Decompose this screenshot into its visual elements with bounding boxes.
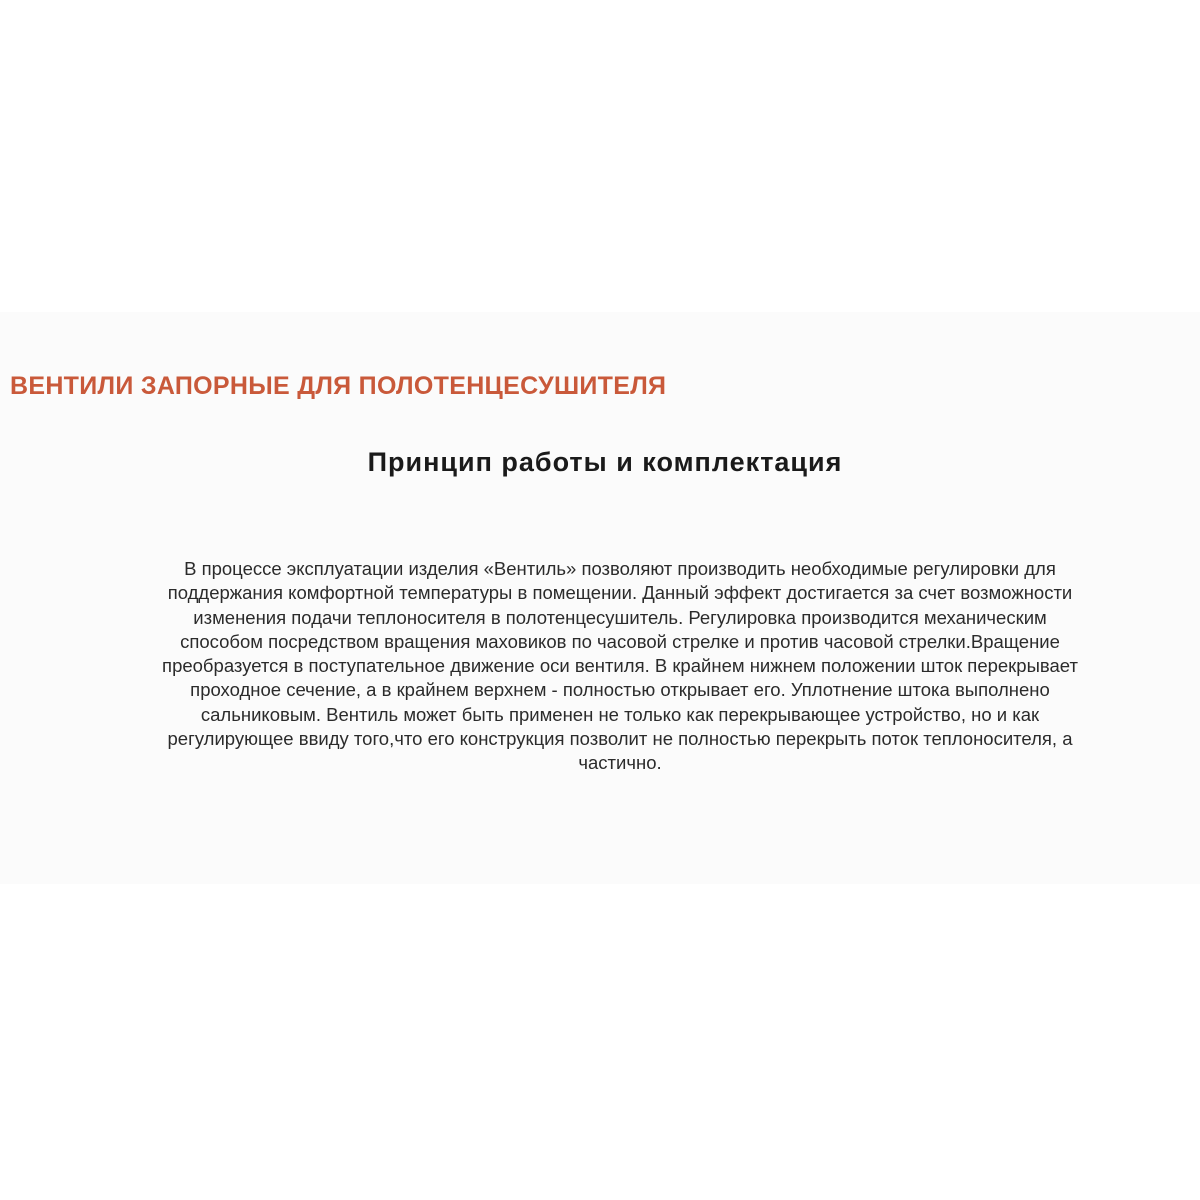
description-line: В процессе эксплуатации изделия «Вентиль» позволяют производить необходимые регулировки для — [184, 558, 1056, 579]
description-line: сальниковым. Вентиль может быть применен не только как перекрывающее устройство, но и как — [200, 703, 1040, 725]
section-heading: Принцип работы и комплектация — [367, 447, 843, 477]
description-line: поддержания комфортной температуры в помещении. Данный эффект достигается за счет возможности — [167, 582, 1073, 604]
description-line: проходное сечение, а в крайнем верхнем - полностью открывает его. Уплотнение штока выполнено — [190, 679, 1050, 701]
description-line: изменения подачи теплоносителя в полотенцесушитель. Регулировка производится механическим — [193, 606, 1047, 628]
description-paragraph — [40, 557, 1200, 776]
description-line: регулирующее ввиду того,что его конструкция позволит не полностью перекрыть поток теплоносителя, а — [167, 728, 1073, 750]
description-line: способом посредством вращения маховиков по часовой стрелке и против часовой стрелки.Вращение — [180, 630, 1060, 652]
description-line: преобразуется в поступательное движение оси вентиля. В крайнем нижнем положении шток перекрывает — [162, 655, 1078, 677]
product-title: ВЕНТИЛИ ЗАПОРНЫЕ ДЛЯ ПОЛОТЕНЦЕСУШИТЕЛЯ — [10, 372, 667, 400]
description-line: частично. — [578, 752, 662, 774]
